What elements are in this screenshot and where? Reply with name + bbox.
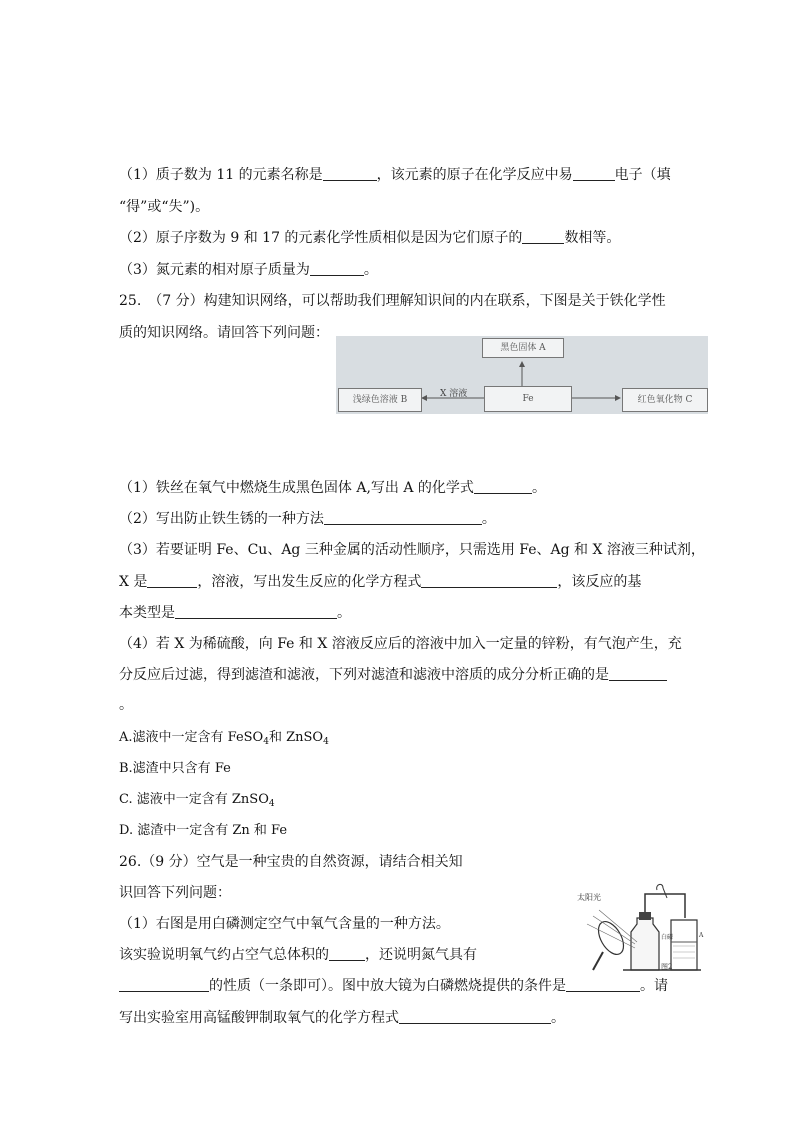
- answer-blank[interactable]: [573, 166, 615, 181]
- q25-part4-line2: 分反应后过滤，得到滤渣和滤液，下列对滤渣和滤液中溶质的成分分析正确的是: [119, 666, 667, 684]
- q25-option-a: A.滤液中一定含有 FeSO$_4$和 ZnSO$_4$: [119, 730, 329, 747]
- q25-option-d: D. 滤渣中一定含有 Zn 和 Fe: [119, 823, 288, 838]
- q26-part1-line4: 写出实验室用高锰酸钾制取氧气的化学方程式 。: [119, 1010, 565, 1026]
- q25-intro-line1: 25. （7 分）构建知识网络，可以帮助我们理解知识间的内在联系，下图是关于铁化学性: [119, 293, 666, 309]
- q24-part1-line2: “得”或“失”)。: [119, 199, 210, 215]
- answer-blank[interactable]: [147, 573, 197, 588]
- q25-part1: （1）铁丝在氧气中燃烧生成黑色固体 A,写出 A 的化学式 。: [119, 480, 546, 496]
- q25-option-b: B.滤渣中只含有 Fe: [119, 761, 231, 776]
- q26-part1-line1: （1）右图是用白磷测定空气中氧气含量的一种方法。: [119, 916, 450, 932]
- q25-intro-line2: 质的知识网络。请回答下列问题：: [119, 325, 329, 341]
- q25-part3-line3: 本类型是 。: [119, 605, 351, 621]
- answer-blank[interactable]: [324, 510, 482, 525]
- q25-option-c: C. 滤液中一定含有 ZnSO$_4$: [119, 792, 275, 809]
- answer-blank[interactable]: [175, 604, 337, 619]
- answer-blank[interactable]: [474, 479, 532, 494]
- q26-intro-line2: 识回答下列问题：: [119, 885, 231, 901]
- iron-knowledge-network-diagram: [336, 336, 708, 414]
- answer-blank[interactable]: [323, 166, 377, 181]
- sunlight-label: 太阳光: [577, 893, 601, 902]
- answer-blank[interactable]: [119, 977, 209, 992]
- arrow-label-x-solution: X 溶液: [440, 389, 468, 399]
- box-red-oxide-c: 红色氧化物 C: [622, 388, 708, 412]
- q25-part3-line1: （3）若要证明 Fe、Cu、Ag 三种金属的活动性顺序，只需选用 Fe、Ag 和 X 溶液三种试剂，: [119, 542, 705, 558]
- answer-blank[interactable]: [566, 977, 640, 992]
- box-black-solid-a: 黑色固体 A: [482, 338, 564, 358]
- box-green-solution-b: 浅绿色溶液 B: [338, 388, 422, 412]
- q25-part2: （2）写出防止铁生锈的一种方法 。: [119, 511, 496, 527]
- q26-intro-line1: 26.（9 分）空气是一种宝贵的自然资源，请结合相关知: [119, 854, 463, 870]
- box-fe: Fe: [484, 386, 572, 412]
- q26-part1-line3: 的性质（一条即可）。图中放大镜为白磷燃烧提供的条件是 。请: [119, 977, 668, 995]
- answer-blank[interactable]: [609, 666, 667, 681]
- answer-blank[interactable]: [310, 261, 364, 276]
- answer-blank[interactable]: [329, 946, 365, 961]
- q24-part3: （3）氮元素的相对原子质量为 。: [119, 262, 378, 278]
- q25-part4-line1: （4）若 X 为稀硫酸，向 Fe 和 X 溶液反应后的溶液中加入一定量的锌粉，有气泡产生，充: [119, 636, 682, 652]
- answer-blank[interactable]: [522, 229, 564, 244]
- q24-part2: （2）原子序数为 9 和 17 的元素化学性质相似是因为它们原子的 数相等。: [119, 230, 621, 246]
- figure-number-label: 图2: [661, 963, 673, 971]
- white-phosphorus-apparatus-figure: [563, 876, 703, 976]
- q25-part4-line3: 。: [119, 697, 133, 713]
- white-phosphorus-label: 白磷: [661, 934, 674, 941]
- q25-part3-line2: X 是 ，溶液，写出发生反应的化学方程式 ，该反应的基: [119, 574, 642, 590]
- apparatus-drawing: [563, 876, 703, 976]
- q24-part1-line1: （1）质子数为 11 的元素名称是 ，该元素的原子在化学反应中易 电子（填: [119, 167, 671, 183]
- answer-blank[interactable]: [421, 573, 557, 588]
- q26-part1-line2: 该实验说明氧气约占空气总体积的 ，还说明氮气具有: [119, 947, 477, 963]
- label-a: A: [699, 932, 704, 939]
- answer-blank[interactable]: [399, 1009, 551, 1024]
